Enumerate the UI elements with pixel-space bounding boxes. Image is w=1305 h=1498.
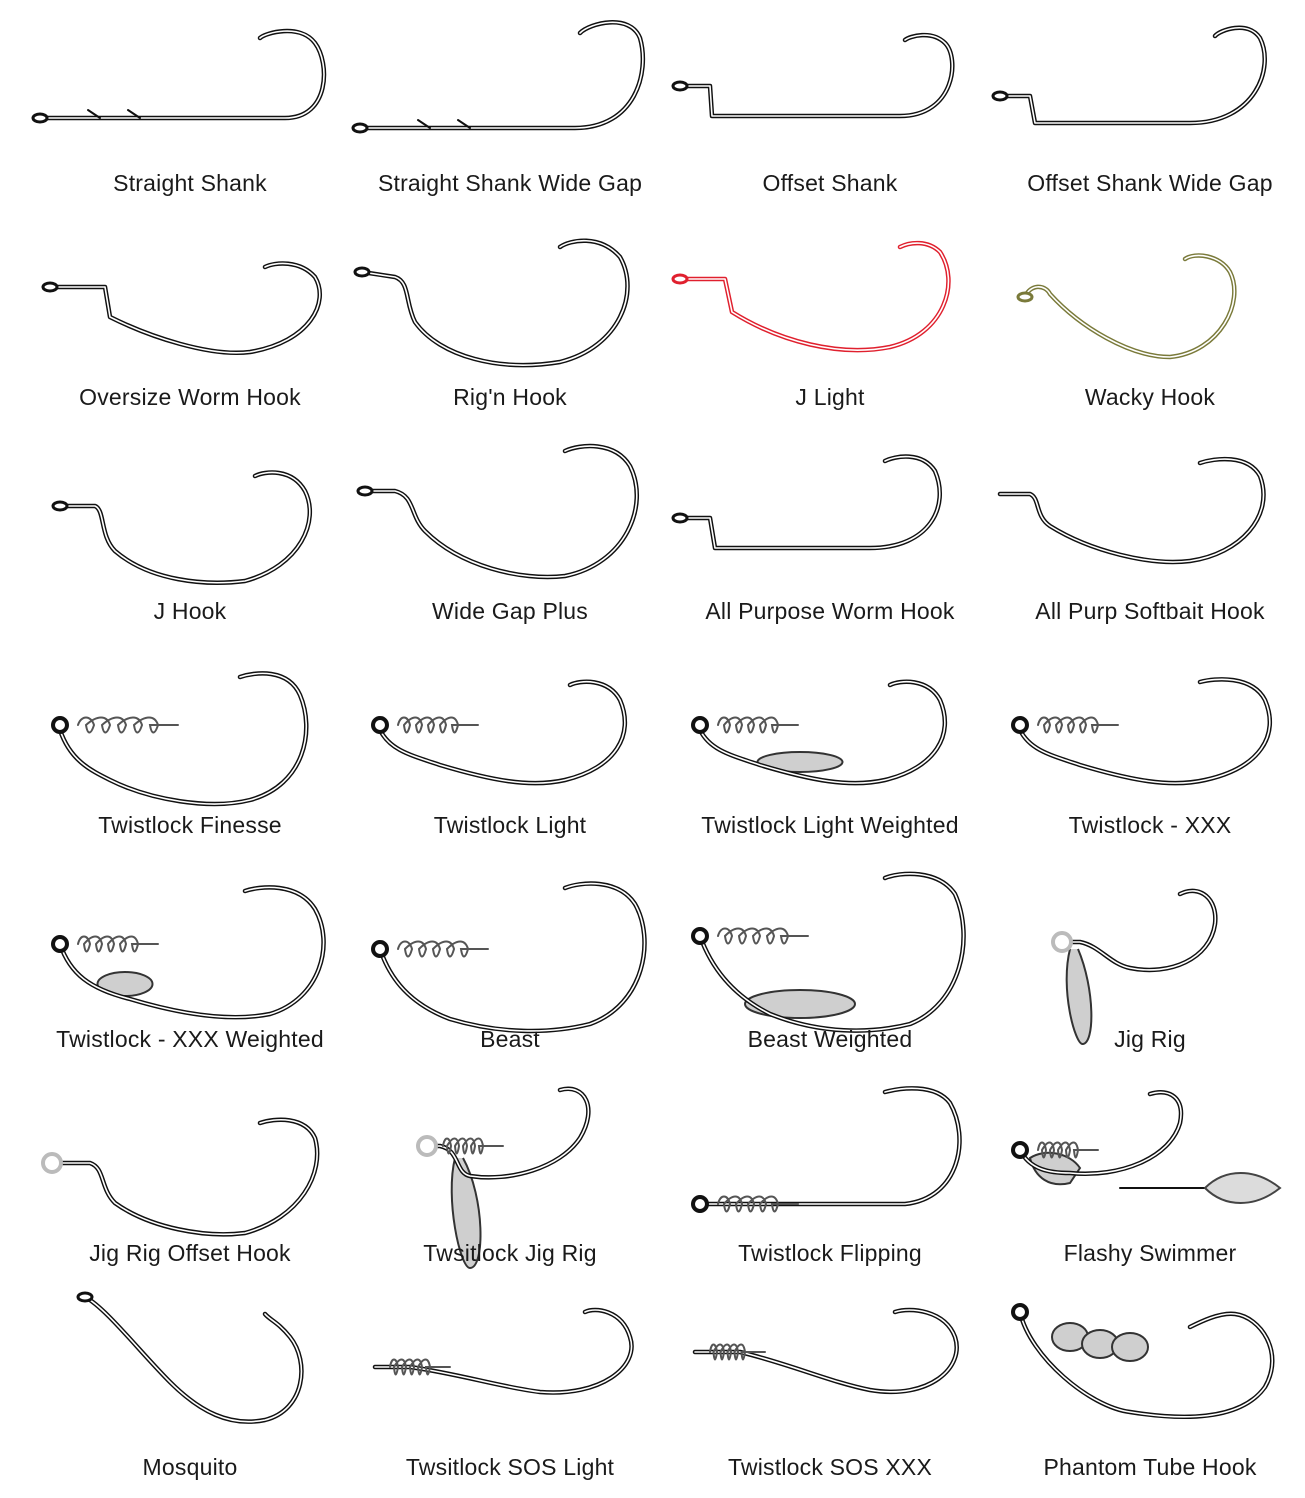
hook-eye xyxy=(43,1154,61,1172)
hook-highlight xyxy=(680,243,948,350)
hook-item xyxy=(350,856,670,1070)
hook-highlight xyxy=(680,35,952,116)
hook-item xyxy=(30,856,350,1070)
hook-eye xyxy=(673,275,687,283)
hook-illustration xyxy=(350,864,670,1014)
hook-shank xyxy=(1025,255,1234,357)
hook-label: Twistlock - XXX Weighted xyxy=(56,1026,324,1052)
hook-highlight xyxy=(365,446,637,577)
hook-eye xyxy=(373,942,387,956)
hook-highlight xyxy=(1065,891,1215,970)
hook-label: Twistlock Light xyxy=(433,812,587,838)
hook-item xyxy=(670,1070,990,1284)
hook-eye xyxy=(358,487,372,495)
hook-eye xyxy=(53,937,67,951)
hook-label: All Purp Softbait Hook xyxy=(1035,598,1265,624)
hook-illustration xyxy=(670,222,990,372)
hook-illustration xyxy=(670,436,990,586)
twistlock-spring xyxy=(78,718,178,733)
hook-shank xyxy=(680,243,948,350)
hook-eye xyxy=(693,929,707,943)
hook-item xyxy=(990,642,1305,856)
hook-illustration xyxy=(350,222,670,372)
hook-illustration xyxy=(670,1078,990,1228)
hook-highlight xyxy=(40,31,324,118)
hook-shank xyxy=(85,1297,301,1422)
hook-item xyxy=(990,428,1305,642)
hook-highlight xyxy=(360,22,643,128)
twistlock-spring xyxy=(718,929,808,944)
hook-shank xyxy=(700,1088,960,1204)
hook-label: Twsitlock Jig Rig xyxy=(423,1240,597,1266)
hook-item xyxy=(990,1070,1305,1284)
hook-label: Beast xyxy=(480,1026,540,1052)
hook-item xyxy=(350,1284,670,1498)
hook-label: Phantom Tube Hook xyxy=(1043,1454,1257,1480)
hook-eye xyxy=(1018,293,1032,301)
hook-item xyxy=(30,1284,350,1498)
hook-label: Twsitlock SOS Light xyxy=(405,1454,615,1480)
hook-label: Rig'n Hook xyxy=(453,384,567,410)
hook-shank xyxy=(60,673,306,804)
hook-eye xyxy=(993,92,1007,100)
hook-illustration xyxy=(30,864,350,1014)
hook-highlight xyxy=(1000,28,1265,123)
twistlock-spring xyxy=(398,718,478,733)
hook-label: Twistlock Finesse xyxy=(98,812,282,838)
hook-eye xyxy=(693,718,707,732)
hook-illustration xyxy=(990,864,1305,1014)
tube-weight xyxy=(1112,1333,1148,1361)
twistlock-spring xyxy=(398,942,488,957)
hook-item xyxy=(350,214,670,428)
hook-shank xyxy=(55,1120,317,1235)
hook-eye xyxy=(43,283,57,291)
hook-highlight xyxy=(50,263,320,352)
hook-item xyxy=(670,428,990,642)
hook-eye xyxy=(693,1197,707,1211)
hook-illustration xyxy=(670,864,990,1014)
hook-item xyxy=(30,428,350,642)
hook-eye xyxy=(53,502,67,510)
hook-shank xyxy=(360,22,643,128)
hook-illustration xyxy=(670,1292,990,1442)
hook-label: Twistlock SOS XXX xyxy=(727,1454,933,1480)
hook-shank xyxy=(50,263,320,352)
hook-label: Flashy Swimmer xyxy=(1063,1240,1237,1266)
hook-eye xyxy=(373,718,387,732)
hook-label: Jig Rig xyxy=(1114,1026,1186,1052)
twistlock-spring xyxy=(1038,718,1118,733)
hook-label: Mosquito xyxy=(142,1454,238,1480)
hook-illustration xyxy=(30,436,350,586)
hook-shank xyxy=(40,31,324,118)
hook-item xyxy=(990,0,1305,214)
hook-label: Jig Rig Offset Hook xyxy=(89,1240,291,1266)
hook-illustration xyxy=(30,222,350,372)
hook-shank xyxy=(365,446,637,577)
hook-label: Twistlock - XXX xyxy=(1068,812,1232,838)
hook-item xyxy=(30,642,350,856)
hook-highlight xyxy=(375,1310,632,1393)
hook-label: Twistlock Flipping xyxy=(738,1240,922,1266)
hook-highlight xyxy=(380,682,625,783)
hook-illustration xyxy=(350,650,670,800)
hook-shank xyxy=(1000,28,1265,123)
hook-shank xyxy=(380,884,645,1031)
hook-illustration xyxy=(990,8,1305,158)
hook-item xyxy=(990,856,1305,1070)
hook-highlight xyxy=(60,472,310,582)
hook-illustration xyxy=(350,8,670,158)
hook-shank xyxy=(60,887,324,1017)
hook-shank xyxy=(362,241,628,365)
hook-label: Beast Weighted xyxy=(747,1026,913,1052)
hook-eye xyxy=(353,124,367,132)
twistlock-spring xyxy=(78,937,158,952)
hook-label: Wide Gap Plus xyxy=(432,598,588,624)
hook-label: Oversize Worm Hook xyxy=(79,384,301,410)
hook-label: J Hook xyxy=(153,598,227,624)
hook-item xyxy=(670,1284,990,1498)
hook-item xyxy=(350,428,670,642)
hook-item xyxy=(670,0,990,214)
hook-item xyxy=(30,0,350,214)
hook-highlight xyxy=(60,887,324,1017)
hook-eye xyxy=(78,1293,92,1301)
hook-item xyxy=(350,642,670,856)
hook-highlight xyxy=(700,1088,960,1204)
hook-illustration xyxy=(350,1292,670,1442)
hook-grid xyxy=(30,0,1290,1494)
hook-illustration xyxy=(990,1078,1305,1228)
hook-highlight xyxy=(1000,459,1264,562)
hook-illustration xyxy=(30,1292,350,1442)
hook-label: Offset Shank Wide Gap xyxy=(1027,170,1273,196)
weight-sinker xyxy=(745,990,855,1018)
hook-illustration xyxy=(670,8,990,158)
hook-label: All Purpose Worm Hook xyxy=(705,598,955,624)
hook-eye xyxy=(355,268,369,276)
hook-illustration xyxy=(990,436,1305,586)
hook-label: Offset Shank xyxy=(762,170,898,196)
hook-shank xyxy=(380,682,625,783)
hook-item xyxy=(990,1284,1305,1498)
spinner-blade xyxy=(1205,1173,1280,1203)
hook-illustration xyxy=(990,1292,1305,1442)
hook-shank xyxy=(60,472,310,582)
hook-highlight xyxy=(362,241,628,365)
hook-highlight xyxy=(1025,255,1234,357)
hook-item xyxy=(350,1070,670,1284)
hook-item xyxy=(350,0,670,214)
hook-highlight xyxy=(680,457,940,548)
hook-illustration xyxy=(30,650,350,800)
hook-item xyxy=(990,214,1305,428)
hook-illustration xyxy=(990,650,1305,800)
hook-shank xyxy=(375,1310,632,1393)
hook-item xyxy=(30,1070,350,1284)
hook-eye xyxy=(673,514,687,522)
hook-item xyxy=(30,214,350,428)
hook-label: Twistlock Light Weighted xyxy=(701,812,959,838)
hook-label: Straight Shank Wide Gap xyxy=(377,170,643,196)
hook-eye xyxy=(673,82,687,90)
hook-item xyxy=(670,856,990,1070)
hook-illustration xyxy=(350,436,670,586)
hook-illustration xyxy=(30,1078,350,1228)
hook-highlight xyxy=(380,884,645,1031)
hook-label: Wacky Hook xyxy=(1084,384,1216,410)
hook-illustration xyxy=(990,222,1305,372)
hook-illustration xyxy=(350,1078,670,1228)
hook-item xyxy=(670,642,990,856)
hook-label: J Light xyxy=(795,384,865,410)
hook-eye xyxy=(33,114,47,122)
hook-label: Straight Shank xyxy=(113,170,267,196)
hook-shank xyxy=(680,35,952,116)
hook-eye xyxy=(418,1137,436,1155)
hook-eye xyxy=(1013,1305,1027,1319)
hook-shank xyxy=(680,457,940,548)
hook-item xyxy=(670,214,990,428)
hook-eye xyxy=(53,718,67,732)
hook-eye xyxy=(1013,1143,1027,1157)
hook-highlight xyxy=(60,673,306,804)
hook-illustration xyxy=(670,650,990,800)
hook-eye xyxy=(1053,933,1071,951)
twistlock-spring xyxy=(718,718,798,733)
hook-illustration xyxy=(30,8,350,158)
hook-eye xyxy=(1013,718,1027,732)
